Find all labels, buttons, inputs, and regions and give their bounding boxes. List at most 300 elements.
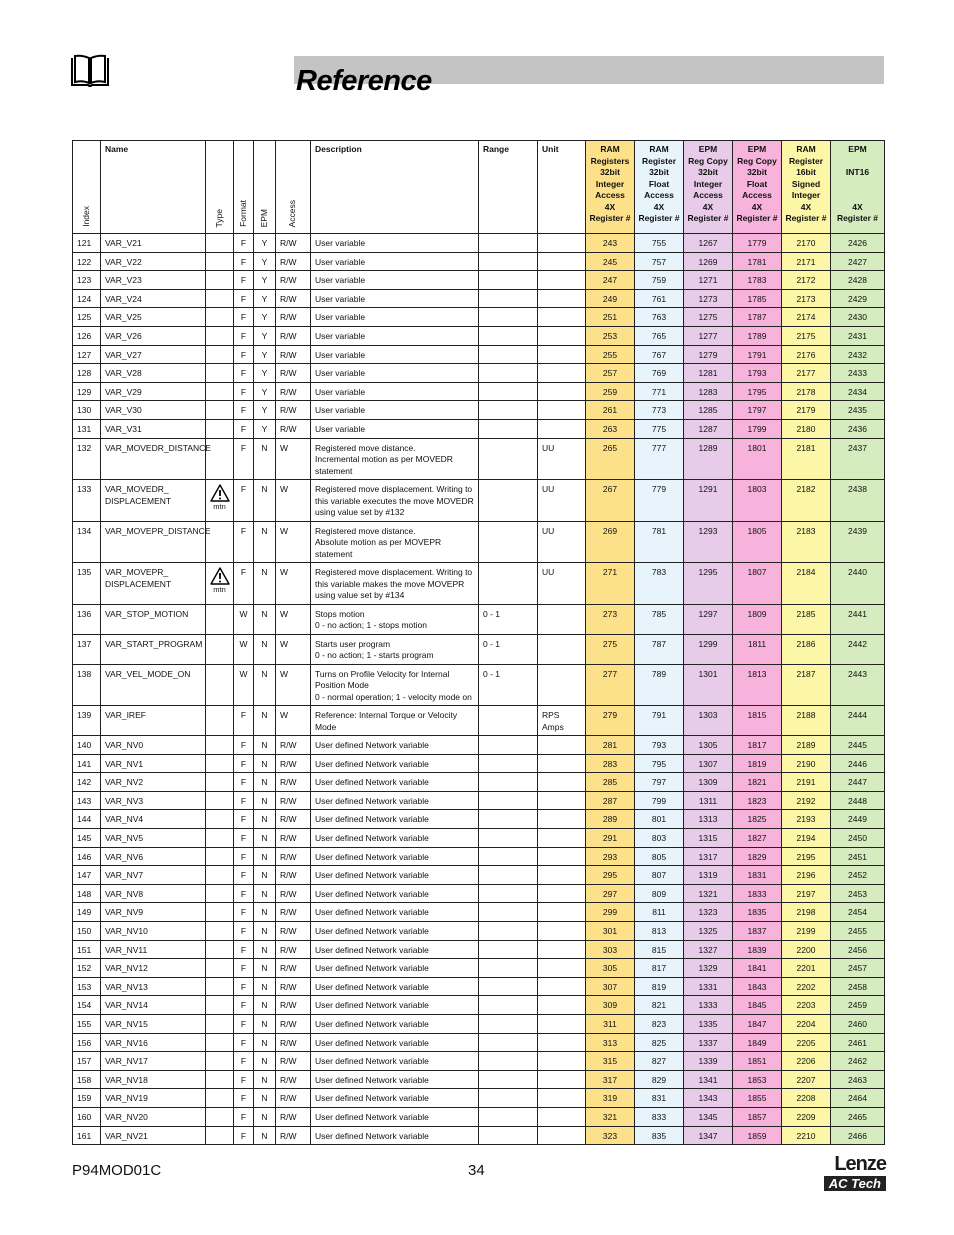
cell-name: VAR_IREF	[101, 706, 206, 736]
cell-epm-float32: 1783	[733, 271, 782, 290]
cell-epm: Y	[254, 382, 276, 401]
cell-index: 138	[73, 664, 101, 706]
cell-name: VAR_V31	[101, 419, 206, 438]
table-row	[73, 521, 885, 563]
cell-epm-int32: 1327	[684, 940, 733, 959]
table-row	[73, 345, 885, 364]
cell-index: 124	[73, 289, 101, 308]
cell-unit	[538, 1014, 586, 1033]
cell-unit	[538, 921, 586, 940]
cell-unit	[538, 996, 586, 1015]
cell-description: User defined Network variable	[311, 754, 479, 773]
cell-format: F	[234, 563, 254, 605]
cell-name: VAR_NV8	[101, 884, 206, 903]
cell-epm: N	[254, 736, 276, 755]
cell-name: VAR_VEL_MODE_ON	[101, 664, 206, 706]
cell-epm-int16: 2440	[831, 563, 885, 605]
cell-ram-int32: 287	[586, 791, 635, 810]
cell-name: VAR_V21	[101, 234, 206, 253]
cell-access: W	[276, 634, 311, 664]
register-table	[72, 140, 885, 1145]
table-row	[73, 1014, 885, 1033]
cell-format: F	[234, 884, 254, 903]
cell-ram-float32: 759	[635, 271, 684, 290]
cell-format: F	[234, 289, 254, 308]
cell-format: F	[234, 1014, 254, 1033]
cell-epm-float32: 1817	[733, 736, 782, 755]
cell-ram-int32: 263	[586, 419, 635, 438]
cell-description: Starts user program 0 - no action; 1 - starts program	[311, 634, 479, 664]
cell-index: 130	[73, 401, 101, 420]
cell-index: 155	[73, 1014, 101, 1033]
cell-index: 150	[73, 921, 101, 940]
cell-description: User variable	[311, 364, 479, 383]
cell-type	[206, 940, 234, 959]
cell-ram-int32: 261	[586, 401, 635, 420]
cell-epm-float32: 1823	[733, 791, 782, 810]
cell-ram-float32: 829	[635, 1070, 684, 1089]
cell-ram-int16: 2209	[782, 1107, 831, 1126]
cell-ram-float32: 757	[635, 252, 684, 271]
cell-name: VAR_V28	[101, 364, 206, 383]
cell-ram-int32: 281	[586, 736, 635, 755]
cell-epm-int16: 2427	[831, 252, 885, 271]
cell-ram-int16: 2181	[782, 438, 831, 480]
cell-format: F	[234, 866, 254, 885]
cell-index: 127	[73, 345, 101, 364]
cell-epm: Y	[254, 401, 276, 420]
cell-epm: N	[254, 829, 276, 848]
cell-name: VAR_V25	[101, 308, 206, 327]
table-row	[73, 364, 885, 383]
cell-access: W	[276, 438, 311, 480]
cell-epm-int16: 2451	[831, 847, 885, 866]
cell-name: VAR_V26	[101, 326, 206, 345]
cell-format: F	[234, 921, 254, 940]
cell-name: VAR_NV19	[101, 1089, 206, 1108]
cell-description: User variable	[311, 401, 479, 420]
cell-ram-int16: 2210	[782, 1126, 831, 1145]
table-row	[73, 1070, 885, 1089]
cell-epm-float32: 1813	[733, 664, 782, 706]
cell-epm-float32: 1805	[733, 521, 782, 563]
cell-ram-float32: 773	[635, 401, 684, 420]
cell-ram-float32: 835	[635, 1126, 684, 1145]
cell-name: VAR_NV15	[101, 1014, 206, 1033]
cell-ram-float32: 811	[635, 903, 684, 922]
cell-epm-int32: 1267	[684, 234, 733, 253]
cell-format: F	[234, 252, 254, 271]
cell-ram-int16: 2208	[782, 1089, 831, 1108]
cell-epm-int16: 2447	[831, 773, 885, 792]
cell-ram-int16: 2178	[782, 382, 831, 401]
cell-name: VAR_NV18	[101, 1070, 206, 1089]
motion-warning	[210, 484, 229, 511]
cell-index: 142	[73, 773, 101, 792]
cell-range	[479, 1089, 538, 1108]
cell-access: W	[276, 604, 311, 634]
cell-ram-int32: 265	[586, 438, 635, 480]
cell-unit: UU	[538, 563, 586, 605]
cell-description: User defined Network variable	[311, 921, 479, 940]
cell-index: 122	[73, 252, 101, 271]
cell-access: R/W	[276, 308, 311, 327]
cell-access: R/W	[276, 1107, 311, 1126]
cell-range	[479, 810, 538, 829]
cell-epm-int16: 2466	[831, 1126, 885, 1145]
cell-epm-float32: 1811	[733, 634, 782, 664]
cell-epm-int16: 2444	[831, 706, 885, 736]
cell-epm-int32: 1291	[684, 480, 733, 522]
table-row	[73, 829, 885, 848]
cell-format: F	[234, 419, 254, 438]
cell-epm-float32: 1793	[733, 364, 782, 383]
cell-epm-float32: 1853	[733, 1070, 782, 1089]
cell-format: F	[234, 401, 254, 420]
cell-ram-int16: 2201	[782, 959, 831, 978]
cell-ram-int32: 315	[586, 1052, 635, 1071]
cell-type	[206, 903, 234, 922]
cell-epm-int32: 1323	[684, 903, 733, 922]
cell-range	[479, 921, 538, 940]
cell-format: F	[234, 345, 254, 364]
cell-access: R/W	[276, 382, 311, 401]
cell-name: VAR_NV20	[101, 1107, 206, 1126]
cell-ram-float32: 807	[635, 866, 684, 885]
table-row	[73, 382, 885, 401]
cell-format: W	[234, 634, 254, 664]
cell-index: 140	[73, 736, 101, 755]
cell-format: F	[234, 1089, 254, 1108]
cell-description: Registered move displacement. Writing to this variable executes the move MOVEDR using value set by #132	[311, 480, 479, 522]
cell-access: R/W	[276, 996, 311, 1015]
cell-index: 153	[73, 977, 101, 996]
cell-index: 159	[73, 1089, 101, 1108]
table-row	[73, 326, 885, 345]
cell-ram-float32: 797	[635, 773, 684, 792]
cell-range	[479, 563, 538, 605]
cell-description: User variable	[311, 271, 479, 290]
cell-epm: N	[254, 563, 276, 605]
cell-ram-int16: 2172	[782, 271, 831, 290]
cell-index: 131	[73, 419, 101, 438]
cell-access: R/W	[276, 884, 311, 903]
cell-name: VAR_NV6	[101, 847, 206, 866]
cell-epm-int16: 2461	[831, 1033, 885, 1052]
cell-description: Turns on Profile Velocity for Internal Position Mode 0 - normal operation; 1 - velocity mode on	[311, 664, 479, 706]
table-row	[73, 1107, 885, 1126]
cell-epm: N	[254, 604, 276, 634]
cell-ram-float32: 771	[635, 382, 684, 401]
cell-epm: N	[254, 921, 276, 940]
cell-ram-int16: 2171	[782, 252, 831, 271]
cell-epm-float32: 1801	[733, 438, 782, 480]
table-row	[73, 308, 885, 327]
cell-access: R/W	[276, 234, 311, 253]
cell-epm-int16: 2465	[831, 1107, 885, 1126]
cell-format: F	[234, 903, 254, 922]
cell-name: VAR_NV17	[101, 1052, 206, 1071]
cell-epm: Y	[254, 252, 276, 271]
cell-ram-int32: 267	[586, 480, 635, 522]
cell-range	[479, 382, 538, 401]
cell-range	[479, 959, 538, 978]
cell-epm-int32: 1345	[684, 1107, 733, 1126]
cell-type	[206, 480, 234, 522]
cell-epm-float32: 1857	[733, 1107, 782, 1126]
cell-ram-float32: 827	[635, 1052, 684, 1071]
cell-type	[206, 866, 234, 885]
cell-ram-float32: 785	[635, 604, 684, 634]
cell-type	[206, 1107, 234, 1126]
cell-index: 149	[73, 903, 101, 922]
cell-index: 152	[73, 959, 101, 978]
cell-unit	[538, 345, 586, 364]
cell-epm-float32: 1839	[733, 940, 782, 959]
cell-epm-int16: 2455	[831, 921, 885, 940]
cell-range	[479, 706, 538, 736]
cell-epm: N	[254, 1107, 276, 1126]
cell-type	[206, 977, 234, 996]
cell-access: R/W	[276, 959, 311, 978]
cell-epm-float32: 1809	[733, 604, 782, 634]
cell-name: VAR_V27	[101, 345, 206, 364]
cell-epm: Y	[254, 326, 276, 345]
cell-access: R/W	[276, 1014, 311, 1033]
cell-access: W	[276, 521, 311, 563]
cell-ram-int32: 277	[586, 664, 635, 706]
cell-epm-int32: 1325	[684, 921, 733, 940]
cell-index: 129	[73, 382, 101, 401]
cell-epm-int32: 1273	[684, 289, 733, 308]
cell-epm-int16: 2429	[831, 289, 885, 308]
cell-epm: N	[254, 884, 276, 903]
cell-index: 132	[73, 438, 101, 480]
cell-format: F	[234, 480, 254, 522]
cell-name: VAR_NV14	[101, 996, 206, 1015]
cell-name: VAR_START_PROGRAM	[101, 634, 206, 664]
cell-ram-int32: 251	[586, 308, 635, 327]
cell-ram-float32: 791	[635, 706, 684, 736]
cell-format: F	[234, 754, 254, 773]
cell-ram-int16: 2183	[782, 521, 831, 563]
cell-index: 125	[73, 308, 101, 327]
cell-access: R/W	[276, 754, 311, 773]
cell-epm-int16: 2446	[831, 754, 885, 773]
cell-index: 123	[73, 271, 101, 290]
table-row	[73, 847, 885, 866]
cell-index: 158	[73, 1070, 101, 1089]
cell-epm-int32: 1295	[684, 563, 733, 605]
cell-index: 141	[73, 754, 101, 773]
cell-range	[479, 480, 538, 522]
cell-ram-float32: 787	[635, 634, 684, 664]
cell-description: User defined Network variable	[311, 791, 479, 810]
cell-unit: UU	[538, 438, 586, 480]
cell-epm-int16: 2445	[831, 736, 885, 755]
cell-epm: N	[254, 791, 276, 810]
cell-description: User defined Network variable	[311, 1033, 479, 1052]
cell-index: 128	[73, 364, 101, 383]
cell-epm-int16: 2463	[831, 1070, 885, 1089]
cell-unit	[538, 289, 586, 308]
cell-ram-float32: 815	[635, 940, 684, 959]
cell-epm: Y	[254, 289, 276, 308]
cell-epm-int16: 2450	[831, 829, 885, 848]
col-header-index: Index	[73, 141, 101, 234]
cell-epm: N	[254, 1126, 276, 1145]
motion-warning	[210, 567, 229, 594]
cell-epm-int16: 2464	[831, 1089, 885, 1108]
cell-ram-int16: 2180	[782, 419, 831, 438]
cell-range	[479, 773, 538, 792]
cell-epm-int16: 2459	[831, 996, 885, 1015]
cell-ram-int16: 2203	[782, 996, 831, 1015]
cell-format: F	[234, 810, 254, 829]
cell-ram-int16: 2188	[782, 706, 831, 736]
cell-unit: UU	[538, 480, 586, 522]
cell-description: User variable	[311, 345, 479, 364]
cell-type	[206, 1014, 234, 1033]
cell-access: W	[276, 563, 311, 605]
table-row	[73, 866, 885, 885]
cell-ram-int32: 299	[586, 903, 635, 922]
cell-type	[206, 1033, 234, 1052]
cell-epm-float32: 1819	[733, 754, 782, 773]
cell-unit	[538, 791, 586, 810]
cell-range	[479, 401, 538, 420]
cell-ram-int16: 2207	[782, 1070, 831, 1089]
cell-epm: N	[254, 521, 276, 563]
table-row	[73, 773, 885, 792]
cell-unit	[538, 419, 586, 438]
cell-epm-int16: 2428	[831, 271, 885, 290]
cell-epm-float32: 1845	[733, 996, 782, 1015]
cell-description: Registered move distance. Incremental motion as per MOVEDR statement	[311, 438, 479, 480]
cell-ram-int16: 2177	[782, 364, 831, 383]
cell-type	[206, 326, 234, 345]
cell-epm: Y	[254, 345, 276, 364]
cell-epm: Y	[254, 308, 276, 327]
cell-ram-float32: 813	[635, 921, 684, 940]
cell-range	[479, 234, 538, 253]
cell-range	[479, 1014, 538, 1033]
cell-format: F	[234, 382, 254, 401]
cell-epm-int16: 2456	[831, 940, 885, 959]
cell-access: W	[276, 480, 311, 522]
cell-epm-float32: 1797	[733, 401, 782, 420]
cell-access: R/W	[276, 829, 311, 848]
cell-range	[479, 271, 538, 290]
table-row	[73, 706, 885, 736]
cell-name: VAR_NV9	[101, 903, 206, 922]
cell-ram-float32: 755	[635, 234, 684, 253]
cell-epm: N	[254, 903, 276, 922]
cell-range	[479, 308, 538, 327]
cell-access: R/W	[276, 252, 311, 271]
cell-name: VAR_V29	[101, 382, 206, 401]
cell-name: VAR_V23	[101, 271, 206, 290]
cell-epm-int32: 1321	[684, 884, 733, 903]
cell-range	[479, 1070, 538, 1089]
cell-unit	[538, 829, 586, 848]
table-row	[73, 234, 885, 253]
cell-epm-float32: 1833	[733, 884, 782, 903]
cell-unit	[538, 326, 586, 345]
table-row	[73, 903, 885, 922]
table-row	[73, 810, 885, 829]
cell-access: R/W	[276, 289, 311, 308]
cell-type	[206, 884, 234, 903]
cell-type	[206, 754, 234, 773]
cell-format: F	[234, 521, 254, 563]
cell-epm-int16: 2460	[831, 1014, 885, 1033]
cell-index: 148	[73, 884, 101, 903]
cell-epm-int16: 2453	[831, 884, 885, 903]
cell-unit	[538, 401, 586, 420]
cell-format: F	[234, 1052, 254, 1071]
cell-index: 134	[73, 521, 101, 563]
cell-ram-int32: 285	[586, 773, 635, 792]
cell-ram-int32: 279	[586, 706, 635, 736]
cell-ram-int16: 2184	[782, 563, 831, 605]
cell-epm-int16: 2439	[831, 521, 885, 563]
cell-ram-int32: 321	[586, 1107, 635, 1126]
cell-range	[479, 866, 538, 885]
cell-access: R/W	[276, 1033, 311, 1052]
cell-epm-int32: 1309	[684, 773, 733, 792]
lenze-logo	[822, 1153, 886, 1193]
cell-ram-int16: 2170	[782, 234, 831, 253]
cell-ram-int16: 2206	[782, 1052, 831, 1071]
cell-name: VAR_V24	[101, 289, 206, 308]
cell-ram-int32: 309	[586, 996, 635, 1015]
cell-epm-float32: 1837	[733, 921, 782, 940]
cell-index: 139	[73, 706, 101, 736]
cell-name: VAR_NV3	[101, 791, 206, 810]
cell-type	[206, 308, 234, 327]
table-row	[73, 604, 885, 634]
cell-ram-int32: 317	[586, 1070, 635, 1089]
cell-epm: Y	[254, 419, 276, 438]
cell-epm-float32: 1789	[733, 326, 782, 345]
cell-epm-int16: 2449	[831, 810, 885, 829]
cell-ram-float32: 821	[635, 996, 684, 1015]
cell-epm-float32: 1795	[733, 382, 782, 401]
cell-ram-float32: 805	[635, 847, 684, 866]
cell-ram-int32: 275	[586, 634, 635, 664]
cell-name: VAR_V22	[101, 252, 206, 271]
cell-unit	[538, 847, 586, 866]
cell-index: 147	[73, 866, 101, 885]
cell-index: 160	[73, 1107, 101, 1126]
cell-name: VAR_V30	[101, 401, 206, 420]
cell-name: VAR_MOVEPR_DISTANCE	[101, 521, 206, 563]
cell-epm: N	[254, 940, 276, 959]
cell-epm-int16: 2436	[831, 419, 885, 438]
cell-description: User defined Network variable	[311, 996, 479, 1015]
cell-epm-int32: 1343	[684, 1089, 733, 1108]
cell-type	[206, 234, 234, 253]
cell-ram-int32: 295	[586, 866, 635, 885]
cell-epm-int32: 1313	[684, 810, 733, 829]
cell-range	[479, 289, 538, 308]
cell-unit	[538, 1126, 586, 1145]
cell-access: R/W	[276, 977, 311, 996]
cell-epm-int32: 1303	[684, 706, 733, 736]
table-row	[73, 884, 885, 903]
cell-name: VAR_NV16	[101, 1033, 206, 1052]
